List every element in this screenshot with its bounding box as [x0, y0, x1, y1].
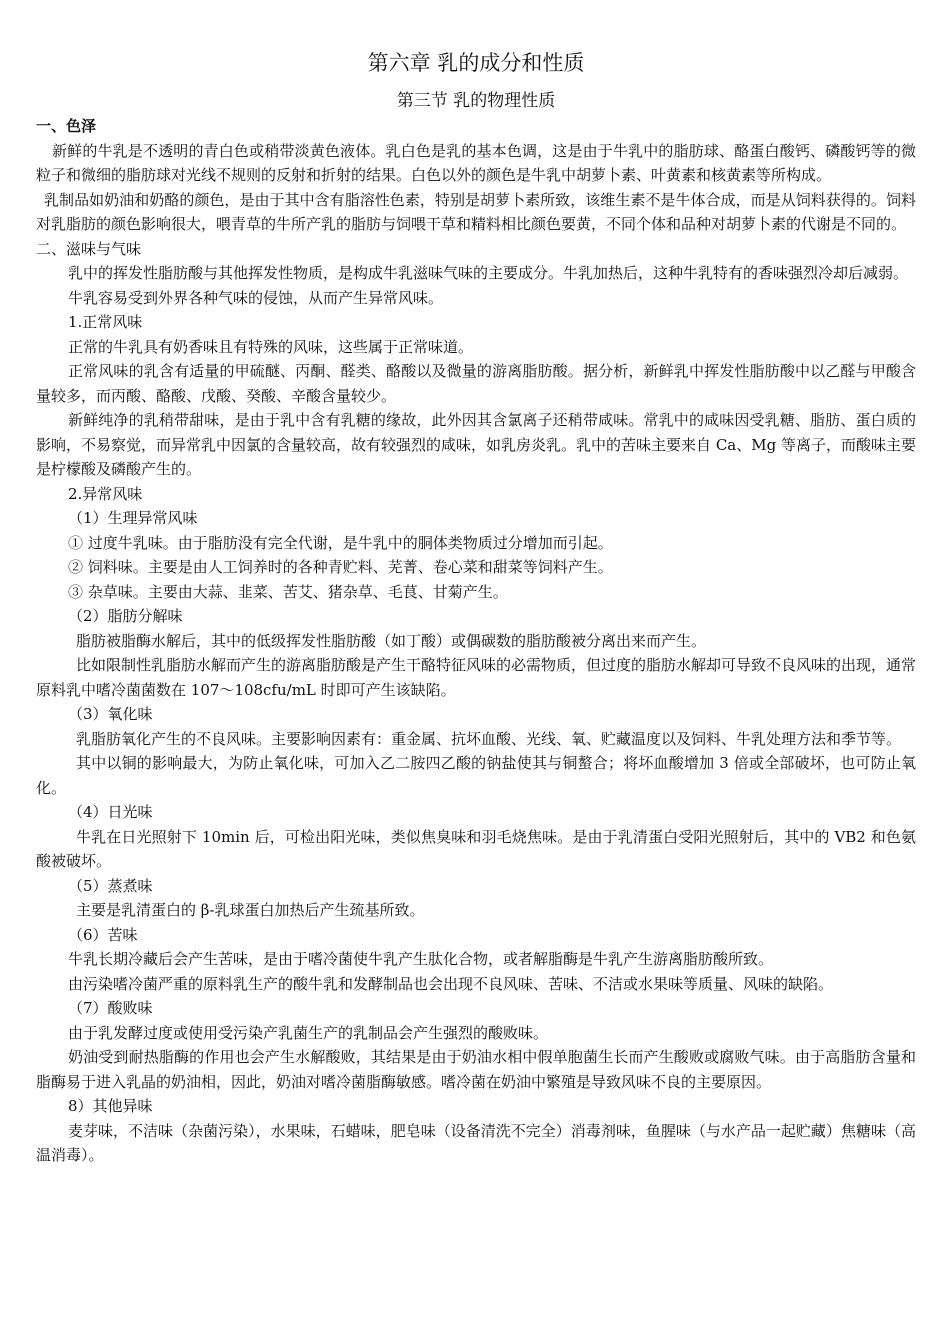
- subheading-other: 8）其他异味: [68, 1097, 153, 1115]
- paragraph: 新鲜纯净的乳稍带甜味，是由于乳中含有乳糖的缘故，此外因其含氯离子还稍带咸味。常乳中的咸味因受乳糖、脂肪、蛋白质的影响，不易察觉，而异常乳中因氯的含量较高，故有较强烈的咸味，如乳房炎乳。乳中的苦味主要来自 Ca、Mg 等离子，而酸味主要是柠檬酸及磷酸产生的。: [36, 411, 916, 478]
- paragraph: 主要是乳清蛋白的 β-乳球蛋白加热后产生巯基所致。: [76, 901, 425, 919]
- paragraph: 乳脂肪氧化产生的不良风味。主要影响因素有：重金属、抗坏血酸、光线、氧、贮藏温度以及饲料、牛乳处理方法和季节等。: [76, 729, 902, 748]
- document-body: [36, 114, 916, 1168]
- heading-taste-smell: 二、滋味与气味: [36, 239, 142, 258]
- list-item: ② 饲料味。主要是由人工饲养时的各种青贮料、芜菁、卷心菜和甜菜等饲料产生。: [68, 558, 613, 576]
- paragraph: 乳制品如奶油和奶酪的颜色，是由于其中含有脂溶性色素，特别是胡萝卜素所致，该维生素不是牛体合成，而是从饲料获得的。饲料对乳脂肪的颜色影响很大，喂青草的牛所产乳的脂肪与饲喂干草和精料相比颜色要黄，不同个体和品种对胡萝卜素的代谢是不同的。: [36, 190, 916, 233]
- list-item: ③ 杂草味。主要由大蒜、韭菜、苦艾、猪杂草、毛茛、甘菊产生。: [68, 582, 508, 601]
- heading-color: 一、色泽: [36, 117, 97, 135]
- subheading-oxidized: （3）氧化味: [68, 705, 153, 723]
- paragraph: 奶油受到耐热脂酶的作用也会产生水解酸败，其结果是由于奶油水相中假单胞菌生长而产生酸败或腐败气味。由于高脂肪含量和脂酶易于进入乳晶的奶油相，因此，奶油对嗜冷菌脂酶敏感。嗜冷菌在奶油中繁殖是导致风味不良的主要原因。: [36, 1048, 916, 1091]
- paragraph: 新鲜的牛乳是不透明的青白色或稍带淡黄色液体。乳白色是乳的基本色调，这是由于牛乳中的脂肪球、酪蛋白酸钙、磷酸钙等的微粒子和微细的脂肪球对光线不规则的反射和折射的结果。白色以外的颜色是牛乳中胡萝卜素、叶黄素和核黄素等所构成。: [36, 141, 916, 184]
- paragraph: 乳中的挥发性脂肪酸与其他挥发性物质，是构成牛乳滋味气味的主要成分。牛乳加热后，这种牛乳特有的香味强烈冷却后减弱。: [68, 264, 909, 282]
- paragraph: 正常的牛乳具有奶香味且有特殊的风味，这些属于正常味道。: [68, 337, 474, 356]
- heading-normal-flavor: 1.正常风味: [68, 313, 143, 331]
- subheading-bitter: （6）苦味: [68, 925, 138, 944]
- section-title: 第三节 乳的物理性质: [396, 91, 556, 111]
- chapter-title: 第六章 乳的成分和性质: [367, 51, 585, 75]
- list-item: ① 过度牛乳味。由于脂肪没有完全代谢，是牛乳中的胴体类物质过分增加而引起。: [68, 533, 613, 552]
- paragraph: 比如限制性乳脂肪水解而产生的游离脂肪酸是产生干酪特征风味的必需物质，但过度的脂肪水解却可导致不良风味的出现，通常原料乳中嗜冷菌菌数在 107～108cfu/mL 时即可产生该缺陷。: [36, 656, 917, 699]
- paragraph: 牛乳容易受到外界各种气味的侵蚀，从而产生异常风味。: [68, 288, 444, 307]
- paragraph: 由污染嗜冷菌严重的原料乳生产的酸牛乳和发酵制品也会出现不良风味、苦味、不洁或水果味等质量、风味的缺陷。: [68, 974, 834, 993]
- subheading-cooked: （5）蒸煮味: [68, 876, 153, 895]
- paragraph: 其中以铜的影响最大，为防止氧化味，可加入乙二胺四乙酸的钠盐使其与铜螯合；将坏血酸增加 3 倍或全部破坏，也可防止氧化。: [36, 754, 916, 797]
- paragraph: 正常风味的乳含有适量的甲硫醚、丙酮、醛类、酪酸以及微量的游离脂肪酸。据分析，新鲜乳中挥发性脂肪酸中以乙醛与甲酸含量较多，而丙酸、酪酸、戊酸、癸酸、辛酸含量较少。: [36, 362, 916, 405]
- paragraph: 牛乳长期冷藏后会产生苦味，是由于嗜冷菌使牛乳产生肽化合物，或者解脂酶是牛乳产生游离脂肪酸所致。: [68, 950, 774, 968]
- subheading-physiological: （1）生理异常风味: [68, 509, 198, 527]
- subheading-lipolysis: （2）脂肪分解味: [68, 607, 183, 625]
- paragraph: 麦芽味，不洁味（杂菌污染），水果味，石蜡味，肥皂味（设备清洗不完全）消毒剂味，鱼腥味（与水产品一起贮藏）焦糖味（高温消毒）。: [36, 1121, 916, 1164]
- subheading-sunlight: （4）日光味: [68, 803, 153, 821]
- subheading-rancid: （7）酸败味: [68, 999, 153, 1017]
- paragraph: 由于乳发酵过度或使用受污染产乳菌生产的乳制品会产生强烈的酸败味。: [68, 1023, 549, 1042]
- paragraph: 牛乳在日光照射下 10min 后，可检出阳光味，类似焦臭味和羽毛烧焦味。是由于乳清蛋白受阳光照射后，其中的 VB2 和色氨酸被破坏。: [36, 827, 916, 870]
- heading-abnormal-flavor: 2.异常风味: [68, 484, 143, 503]
- paragraph: 脂肪被脂酶水解后，其中的低级挥发性脂肪酸（如丁酸）或偶碳数的脂肪酸被分离出来而产生。: [76, 631, 707, 650]
